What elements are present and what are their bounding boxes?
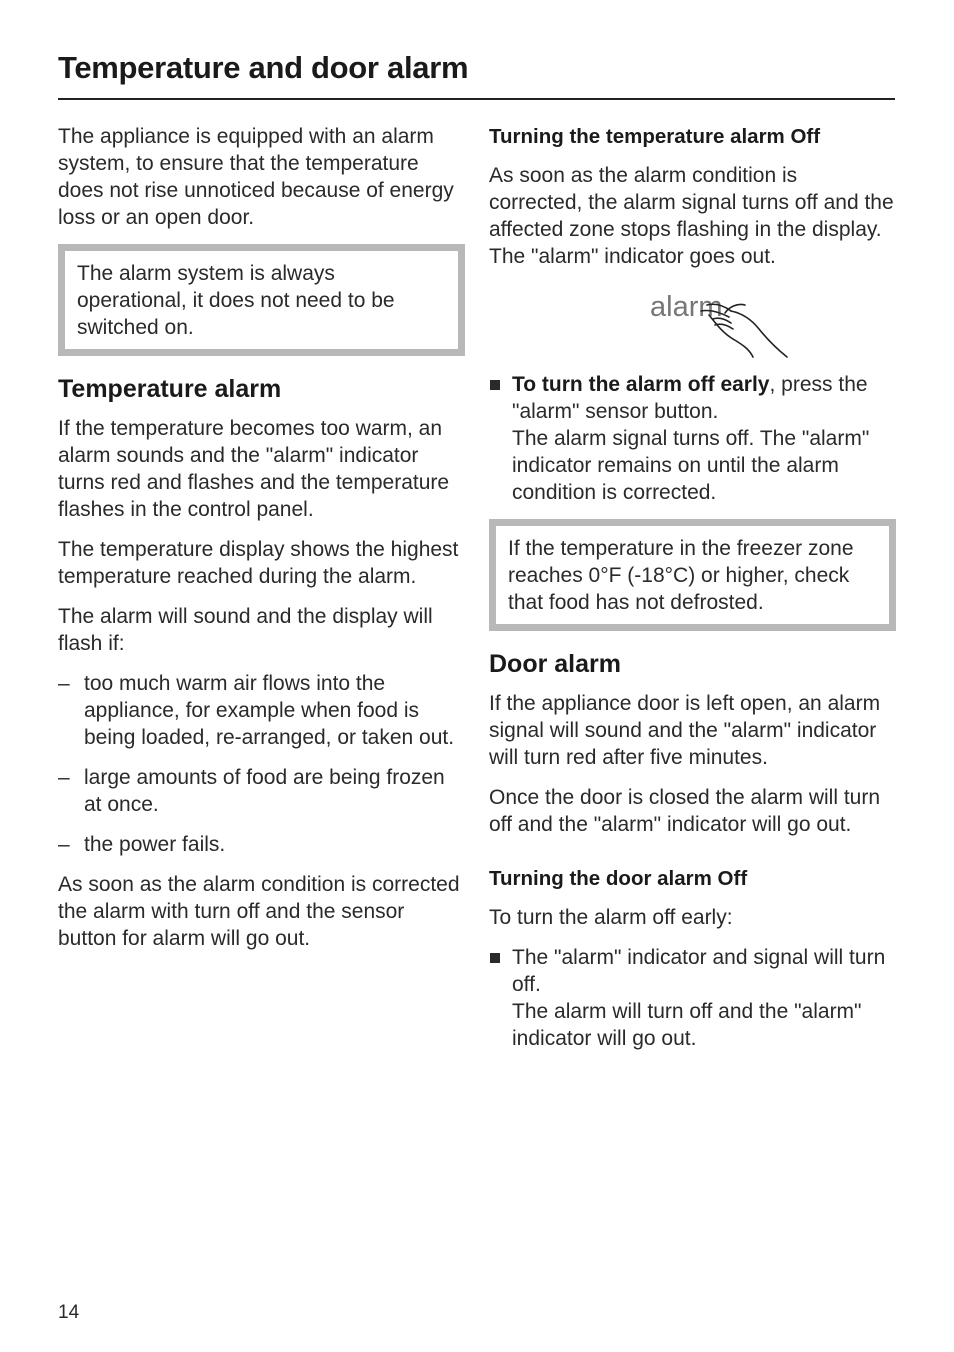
turning-temperature-alarm-off-heading: Turning the temperature alarm Off [489, 125, 821, 148]
temperature-alarm-heading: Temperature alarm [58, 375, 282, 403]
turning-off-paragraph: As soon as the alarm condition is corrected, the alarm signal turns off and the affected zone stops flashing in the display. The "alarm" indicator goes out. [489, 164, 894, 268]
temperature-alarm-paragraph-2: The temperature display shows the highest temperature reached during the alarm. [58, 538, 459, 588]
door-alarm-paragraph-1: If the appliance door is left open, an alarm signal will sound and the "alarm" indicator will turn red after five minutes. [489, 692, 881, 769]
operational-note-box: The alarm system is always operational, it does not need to be switched on. [58, 244, 465, 356]
early-off-text: , press the "alarm" sensor button. [512, 373, 868, 423]
door-off-paragraph: To turn the alarm off early: [489, 906, 733, 929]
right-column [489, 123, 896, 1065]
list-item-text: large amounts of food are being frozen at once. [84, 766, 445, 816]
temperature-alarm-paragraph-1: If the temperature becomes too warm, an alarm sounds and the "alarm" indicator turns red and flashes and the temperature flashes in the control panel. [58, 417, 450, 521]
door-bullet-text-1: The "alarm" indicator and signal will turn off. [512, 946, 886, 996]
turning-door-alarm-off-heading: Turning the door alarm Off [489, 867, 748, 890]
title-rule [58, 98, 895, 100]
door-bullet-text-2: The alarm will turn off and the "alarm" indicator will go out. [512, 1000, 862, 1050]
square-bullet-icon [490, 380, 500, 390]
temperature-alarm-paragraph-3: The alarm will sound and the display will flash if: [58, 605, 433, 655]
list-item [489, 944, 896, 1052]
freezer-note-box: If the temperature in the freezer zone reaches 0°F (-18°C) or higher, check that food has not defrosted. [489, 519, 896, 631]
early-off-bold-text: To turn the alarm off early [512, 373, 770, 396]
alarm-button-illustration [489, 283, 896, 363]
alarm-sensor-label: alarm [650, 291, 723, 323]
page-title: Temperature and door alarm [58, 50, 469, 85]
dash-marker: – [58, 672, 70, 695]
list-item [58, 831, 465, 858]
closing-paragraph: As soon as the alarm condition is corrected the alarm with turn off and the sensor button for alarm will go out. [58, 873, 460, 950]
square-bullet-icon [490, 953, 500, 963]
list-item [489, 371, 896, 506]
early-off-result-text: The alarm signal turns off. The "alarm" indicator remains on until the alarm condition is corrected. [512, 427, 870, 504]
list-item-text: the power fails. [84, 833, 226, 856]
left-column [58, 123, 465, 965]
list-item-text: too much warm air flows into the appliance, for example when food is being loaded, re-arranged, or taken out. [84, 672, 455, 749]
intro-paragraph: The appliance is equipped with an alarm system, to ensure that the temperature does not rise unnoticed because of energy loss or an open door. [58, 125, 454, 229]
door-alarm-paragraph-2: Once the door is closed the alarm will turn off and the "alarm" indicator will go out. [489, 786, 881, 836]
pointing-hand-icon [689, 289, 799, 361]
door-alarm-heading: Door alarm [489, 650, 621, 678]
page-number: 14 [58, 1302, 80, 1323]
dash-marker: – [58, 766, 70, 789]
dash-marker: – [58, 833, 70, 856]
list-item [58, 764, 465, 818]
list-item [58, 670, 465, 751]
